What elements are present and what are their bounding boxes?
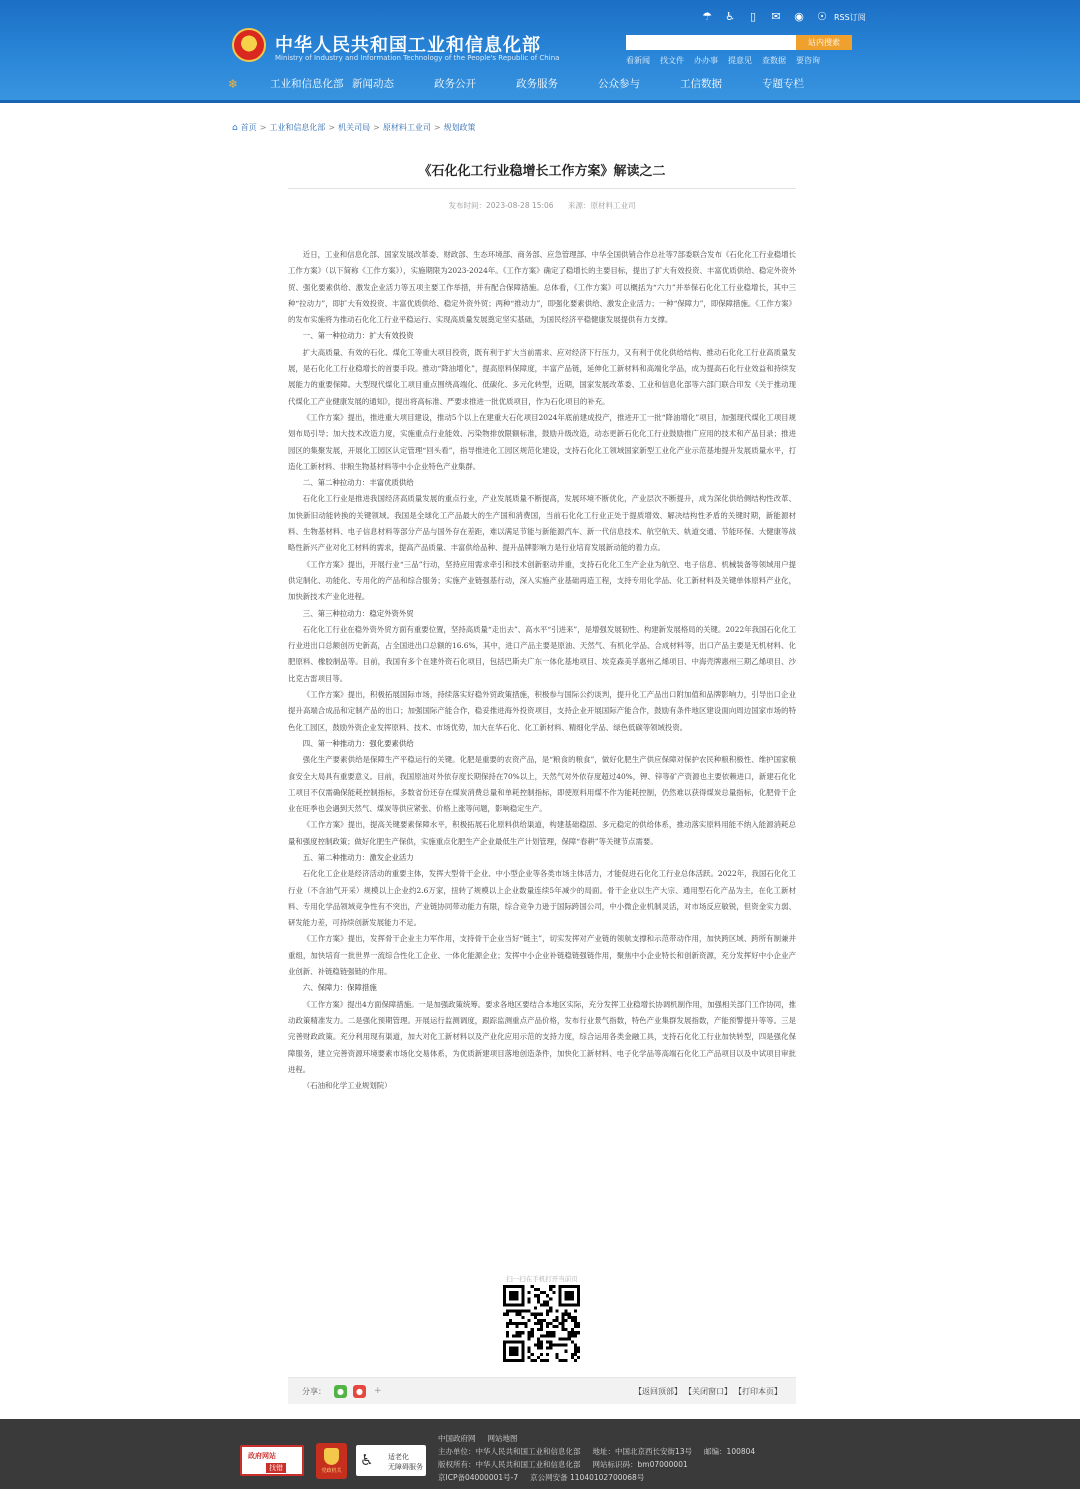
article-meta xyxy=(288,200,796,211)
accessibility-icon[interactable]: ♿ xyxy=(725,10,735,23)
wechat-icon[interactable]: ◉ xyxy=(794,10,804,23)
article-body xyxy=(288,247,796,1094)
rss-link[interactable]: RSS订阅 xyxy=(834,12,866,22)
site-title[interactable]: 中华人民共和国工业和信息化部 xyxy=(275,35,541,56)
section-heading-2: 二、第二种拉动力：丰富优质供给 xyxy=(302,478,414,488)
footer-info xyxy=(438,1432,755,1484)
breadcrumb-raw-materials[interactable]: 原材料工业司 xyxy=(382,123,431,132)
breadcrumb-home[interactable]: 首页 xyxy=(240,123,257,132)
accessibility-service-badge[interactable] xyxy=(356,1445,426,1476)
badge-text: 党政机关 xyxy=(321,1468,342,1474)
section-heading-6: 六、保障力：保障措施 xyxy=(302,983,377,993)
quick-links xyxy=(626,55,820,66)
share-bar xyxy=(288,1377,796,1404)
main-nav xyxy=(228,76,844,91)
section-heading-3: 三、第三种拉动力：稳定外资外贸 xyxy=(302,608,414,618)
breadcrumb-miit[interactable]: 工业和信息化部 xyxy=(269,123,326,132)
breadcrumb-separator: > xyxy=(259,123,267,132)
section-heading-4: 四、第一种推动力：强化要素供给 xyxy=(302,738,414,748)
paragraph: 《工作方案》提出，推进重大项目建设，推动5个以上在建重大石化项目2024年底前建成投产，推进开工一批“降油增化”项目，加强现代煤化工项目规划布局引导；加大技术改造力度，实施重点行业能效、污染物排放限额标准，鼓励升级改造，动态更新石化化工行业鼓励推广应用的技术和产品目录；推进园区的集聚发展，开展化工园区认定管理“回头看”，指导推进化工园区规范化建设，支持石化化工领域国家新型工业化产业示范基地提升发展质量水平，打造化工新材料、非粮生物基材料等中小企业特色产业集群。 xyxy=(288,412,796,471)
print-page-link[interactable]: 【打印本页】 xyxy=(734,1386,782,1396)
footer-copyright: 版权所有：中华人民共和国工业和信息化部 xyxy=(438,1460,581,1469)
paragraph: 石化化工行业是推进我国经济高质量发展的重点行业，产业发展质量不断提高，发展环境不断优化，产业层次不断提升，成为深化供给侧结构性改革、加快新旧动能转换的关键领域。我国是全球化工产品最大的生产国和消费国，当前石化化工行业正处于提质增效、解决结构性矛盾的关键时期，新能源材料、生物基材料、电子信息材料等部分产品与国外存在差距，难以满足节能与新能源汽车、新一代信息技术、航空航天、轨道交通、节能环保、大健康等战略性新兴产业对化工材料的需求，提高产品质量、丰富供给品种、提升品牌影响力是行业培育发展新动能的着力点。 xyxy=(288,494,796,553)
article-author: （石油和化学工业规划院） xyxy=(302,1081,392,1091)
home-icon[interactable]: ❄ xyxy=(228,76,239,91)
top-toolbar xyxy=(700,10,866,24)
title-divider xyxy=(288,188,796,189)
qr-code-icon xyxy=(503,1285,580,1362)
footer-icp[interactable]: 京ICP备04000001号-7 xyxy=(438,1473,519,1482)
paragraph: 强化生产要素供给是保障生产平稳运行的关键。化肥是重要的农资产品，是“粮食的粮食”，做好化肥生产供应保障对保护农民种粮积极性、维护国家粮食安全大局具有重要意义。目前，我国原油对外依存度长期保持在70%以上，天然气对外依存度超过40%，钾、锌等矿产资源也主要依赖进口，新建石化化工项目不仅需确保能耗控制指标，多数省份还存在煤炭消费总量和单耗控制指标，即使原料用煤不作为能耗控制，仍然难以获得煤炭总量指标，化肥骨干企业在旺季也会遇到天然气、煤炭等供应紧张、价格上涨等问题，影响稳定生产。 xyxy=(288,755,796,814)
nav-item-miit[interactable]: 工业和信息化部 xyxy=(270,78,344,90)
nav-item-news[interactable]: 新闻动态 xyxy=(352,78,394,90)
nav-item-topics[interactable]: 专题专栏 xyxy=(762,78,804,90)
section-heading-5: 五、第二种推动力：激发企业活力 xyxy=(302,852,414,862)
nav-item-gov-service[interactable]: 政务服务 xyxy=(516,78,558,90)
quick-link-consult[interactable]: 要咨询 xyxy=(796,56,820,65)
footer-link-gov[interactable]: 中国政府网 xyxy=(438,1434,476,1443)
badge-text: 适老化 无障碍服务 xyxy=(388,1453,423,1471)
nav-item-data[interactable]: 工信数据 xyxy=(680,78,722,90)
search-input[interactable] xyxy=(626,35,796,50)
breadcrumb-separator: > xyxy=(328,123,336,132)
national-emblem-icon xyxy=(232,28,266,62)
share-label: 分享： xyxy=(302,1386,326,1396)
paragraph: 石化化工企业是经济活动的重要主体，发挥大型骨干企业、中小型企业等各类市场主体活力，才能促进石化化工行业总体活跃。2022年，我国石化化工行业（不含油气开采）规模以上企业约2.6万家，扭转了规模以上企业数量连续5年减少的局面。骨干企业以生产大宗、通用型石化产品为主，在化工新材料、专用化学品领域竞争性有不突出，产业链协同带动能力有限，综合竞争力逊于国际跨国公司，中小微企业机制灵活，对市场反应敏锐，但资金实力弱、研发能力差，可持续创新发展能力不足。 xyxy=(288,869,796,928)
paragraph-intro: 近日，工业和信息化部、国家发展改革委、财政部、生态环境部、商务部、应急管理部、中华全国供销合作总社等7部委联合发布《石化化工行业稳增长工作方案》（以下简称《工作方案》），实施期限为2023-2024年。《工作方案》确定了稳增长的主要目标，提出了扩大有效投资、丰富优质供给、稳定外资外贸、强化要素供给、激发企业活力等五项主要工作举措，并有配合保障措施。总体看，《工作方案》可以概括为“六力”并举保石化化工行业稳增长，其中三种“拉动力”，即扩大有效投资、丰富优质供给、稳定外资外贸；两种“推动力”，即强化要素供给、激发企业活力；一种“保障力”，即保障措施。《工作方案》的发布实施将为推动石化化工行业平稳运行、实现高质量发展奠定坚实基础，为国民经济平稳健康发展提供有力支撑。 xyxy=(288,250,796,325)
footer-postcode: 邮编：100804 xyxy=(704,1447,756,1456)
search-button[interactable]: 站内搜索 xyxy=(796,35,852,50)
more-share-icon[interactable]: + xyxy=(374,1386,382,1396)
section-heading-1: 一、第一种拉动力：扩大有效投资 xyxy=(302,331,414,341)
quick-link-services[interactable]: 办办事 xyxy=(694,56,718,65)
footer-host: 主办单位：中华人民共和国工业和信息化部 xyxy=(438,1447,581,1456)
paragraph: 《工作方案》提出，开展行业“三品”行动，坚持应用需求牵引和技术创新驱动并重，支持石化化工生产企业为航空、电子信息、机械装备等领域用户提供定制化、功能化、专用化的产品和综合服务；实施产业链强基行动，深入实施产业基础再造工程，支持专用化学品、化工新材料及关键单体原料产业化，加快新技术产业化进程。 xyxy=(288,559,796,602)
badge-text: 找错 xyxy=(266,1463,286,1473)
publish-time: 发布时间：2023-08-28 15:06 xyxy=(448,201,554,210)
wheelchair-icon: ♿ xyxy=(360,1451,374,1469)
weibo-share-icon[interactable]: ● xyxy=(353,1385,366,1398)
article-title: 《石化化工行业稳增长工作方案》解读之二 xyxy=(418,164,666,179)
nav-item-participation[interactable]: 公众参与 xyxy=(598,78,640,90)
paragraph: 《工作方案》提出，积极拓展国际市场，持续落实好稳外贸政策措施，积极参与国际公约谈判，提升化工产品出口附加值和品牌影响力，引导出口企业提升高端合成品和定制产品的出口；加强国际产能合作，稳妥推进海外投资项目，支持企业开展国际产能合作，鼓励有条件地区建设面向周边国家市场的特色化工园区，鼓励外资企业发挥原料、技术、市场优势，加大在华石化、化工新材料、精细化学品、绿色低碳等领域投资。 xyxy=(288,690,796,732)
breadcrumb-departments[interactable]: 机关司局 xyxy=(338,123,371,132)
party-gov-emblem-icon xyxy=(324,1448,339,1465)
paragraph: 《工作方案》提出，发挥骨干企业主力军作用，支持骨干企业当好“链主”，切实发挥对产业链的领航支撑和示范带动作用，加快跨区域、跨所有制兼并重组，加快培育一批世界一流综合性化工企业、一体化能源企业；发挥中小企业补链稳链强链作用，聚焦中小企业特长和创新资源，充分发挥好中小企业产业创新、补链稳链强链的作用。 xyxy=(288,934,796,977)
qr-caption: 扫一扫在手机打开当前页 xyxy=(506,1275,578,1283)
paragraph: 《工作方案》提出，提高关键要素保障水平，积极拓展石化原料供给渠道，构建基础稳固、多元稳定的供给体系，推动落实原料用能不纳入能源消耗总量和强度控制政策；做好化肥生产保供，实施重点化肥生产企业最低生产计划管理，保障“春耕”等关键节点需要。 xyxy=(288,820,796,846)
back-to-top-link[interactable]: 【返回顶部】 xyxy=(634,1386,682,1396)
quick-link-feedback[interactable]: 提意见 xyxy=(728,56,752,65)
breadcrumb-separator: > xyxy=(373,123,380,132)
elder-mode-icon[interactable]: ☂ xyxy=(702,10,712,23)
wechat-share-icon[interactable]: ● xyxy=(334,1385,347,1398)
footer-police-record[interactable]: 京公网安备 11040102700068号 xyxy=(530,1473,645,1482)
paragraph: 扩大高质量、有效的石化、煤化工等重大项目投资，既有利于扩大当前需求、应对经济下行压力，又有利于优化供给结构、推动石化化工行业高质量发展，是石化化工行业稳增长的首要手段。推动“降油增化”，提高原料保障度，丰富产品链，延伸化工新材料和高端化学品，成为提高石化行业效益和持续发展能力的重要保障。大型现代煤化工项目重点围绕高端化、低碳化、多元化转型，近期，国家发展改革委、工业和信息化部等六部门联合印发《关于推动现代煤化工产业健康发展的通知》，提出将高标准、严要求推进一批优质项目，作为石化项目的补充。 xyxy=(288,347,796,406)
party-gov-badge[interactable] xyxy=(316,1443,347,1479)
site-subtitle: Ministry of Industry and Information Technology of the People's Republic of China xyxy=(275,54,560,62)
footer-address: 地址：中国北京西长安街13号 xyxy=(592,1447,693,1456)
paragraph: 石化化工行业在稳外资外贸方面有重要位置，坚持高质量“走出去”、高水平“引进来”，是增强发展韧性、构建新发展格局的关键。2022年我国石化化工行业进出口总额创历史新高，占全国进出口总额的16.6%，其中，进口产品主要是原油、天然气、有机化学品、合成材料等，出口产品主要是无机材料、化肥原料、橡胶制品等。目前，我国有多个在建外资石化项目，包括巴斯夫广东一体化基地项目、埃克森美孚惠州乙烯项目、中海壳牌惠州三期乙烯项目、沙比克古雷项目等。 xyxy=(288,624,796,683)
footer-link-sitemap[interactable]: 网站地图 xyxy=(487,1434,518,1443)
paragraph: 《工作方案》提出4方面保障措施。一是加强政策统筹。要求各地区要结合本地区实际，充分发挥工业稳增长协调机制作用，加强相关部门工作协同，推动政策精准发力。二是强化预期管理。开展运行监测调度，跟踪监测重点产品价格，发布行业景气指数，特色产业集群发展指数，产能预警提升等等。三是完善财政政策。充分利用现有渠道，加大对化工新材料以及产业化应用示范的支持力度，综合运用各类金融工具，支持石化化工行业加快转型，四是强化保障服务，建立完善资源环境要素市场化交易体系，为优质新建项目落地创造条件，加快化工新材料、电子化学品等高端石化化工产品项目以及中试项目审批进程。 xyxy=(288,999,796,1074)
breadcrumb-separator: > xyxy=(433,123,441,132)
footer-site-id: 网站标识码：bm07000001 xyxy=(592,1460,688,1469)
mail-icon[interactable]: ✉ xyxy=(771,10,781,23)
breadcrumb xyxy=(232,122,476,133)
breadcrumb-planning-policy[interactable]: 规划政策 xyxy=(443,123,476,132)
breadcrumb-home-icon: ⌂ xyxy=(232,122,238,133)
badge-text: 政府网站 xyxy=(248,1452,276,1460)
nav-item-gov-open[interactable]: 政务公开 xyxy=(434,78,476,90)
page-actions xyxy=(634,1386,782,1397)
quick-link-files[interactable]: 找文件 xyxy=(660,56,684,65)
mobile-icon[interactable]: ▯ xyxy=(749,10,757,23)
gov-site-error-report-badge[interactable] xyxy=(240,1445,304,1476)
quick-link-data[interactable]: 查数据 xyxy=(762,56,786,65)
quick-link-news[interactable]: 看新闻 xyxy=(626,56,650,65)
article-source: 来源：原材料工业司 xyxy=(567,201,636,210)
weibo-icon[interactable]: ☉ xyxy=(817,10,827,23)
close-window-link[interactable]: 【关闭窗口】 xyxy=(684,1386,732,1396)
